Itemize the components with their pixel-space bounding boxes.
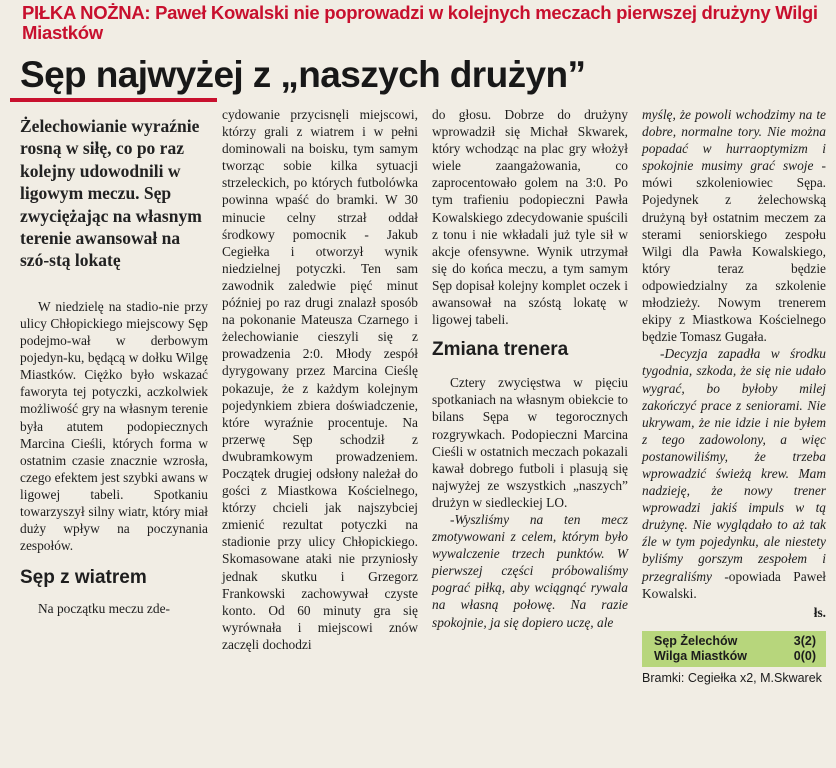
column-3 [432,106,628,631]
score-box [642,631,826,667]
goal-scorers: Bramki: Cegiełka x2, M.Skwarek [642,670,822,685]
quote-text: -Decyzja zapadła w środku tygodnia, szkoda, że się nie udało wygrać, bo byłoby milej zakończyć prace z seniorami. Nie ukrywam, że nie idzie i nie byłem z tego zadowolony, a więc postanowiliśmy, że trzeba wprowadzić świeżą krew. Mam nadzieję, że nowy trener wprowadzi jakiś impuls w tą drużynę. Nie wyglądało to aż tak źle w tym pojedynku, ale niestety byliśmy gorszym zespołem i przegraliśmy [642,346,826,584]
quote-text: myślę, że powoli wchodzimy na te dobre, normalne tory. Nie można popadać w hurraoptymizm i spokojnie musimy grać swoje [642,107,826,174]
article-kicker: PIŁKA NOŻNA: Paweł Kowalski nie poprowadzi w kolejnych meczach pierwszej drużyny Wilgi Miastków [22,2,818,43]
paragraph: W niedzielę na stadio-nie przy ulicy Chłopickiego miejscowy Sęp podejmo-wał w derbowym pojedyn-ku, będącą w dołku Wilgę Miastków. Ciężko było wskazać faworyta tej potyczki, aczkolwiek możliwość gry na własnym terenie była atutem podopiecznych Marcina Cieśli, których forma w ostatnim czasie znacznie wzrosła, czego efektem jest szybki awans w ligowej tabeli. Spotkaniu towarzyszył silny wiatr, który miał duży wpływ na poczynania zespołów. [20,298,208,554]
quote-paragraph [642,345,826,601]
quote-paragraph: -Wyszliśmy na ten mecz zmotywowani z celem, którym było wywalczenie trzech punktów. W pierwszej części próbowaliśmy pograć piłką, aby wciągnąć rywala na własną połowę. Na razie spokojnie, ja się dopiero uczę, ale [432,511,628,630]
score-row-home [654,634,816,649]
article-lead: Żelechowianie wyraźnie rosną w siłę, co po raz kolejny udowodnili w ligowym meczu. Sęp zwyciężając na własnym terenie awansował na szó-stą lokatę [20,116,202,271]
paragraph: Na początku meczu zde- [38,601,170,617]
quote-paragraph [642,106,826,345]
paragraph: do głosu. Dobrze do drużyny wprowadził się Michał Skwarek, który wchodząc na plac gry włożył wiele zaangażowania, co zaprocentowało golem na 3:0. Po tym trafieniu podopieczni Pawła Kowalskiego zdecydowanie spuścili z tonu i nie wkładali już tyle sił w akcje ofensywne. Wynik utrzymał się do końca meczu, a tym samym Sęp dopisał kolejny komplet oczek i awansował na szóstą lokatę w ligowej tabeli. [432,107,628,328]
score-row-away [654,649,816,664]
paragraph: Cztery zwycięstwa w pięciu spotkaniach na własnym obiekcie to bilans Sępa w tegorocznych rozgrywkach. Podopieczni Marcina Cieśli w ostatnich meczach pokazali kawał dobrego futboli i plasują się najwyżej ze wszystkich „naszych” drużyn w siedleckiej LO. [432,375,628,510]
article-headline: Sęp najwyżej z „naszych drużyn” [20,54,586,95]
column-1 [20,103,208,617]
home-team: Sęp Żelechów [654,633,738,648]
away-team: Wilga Miastków [654,648,747,663]
headline-rule [10,98,217,102]
paragraph: cydowanie przycisnęli miejscowi, którzy grali z wiatrem i w pełni dominowali na boisku, tym samym tworząc sobie kilka sytuacji strzeleckich, po których futbolówka powinna wpaść do bramki. W 30 minucie celny strzał oddał środkowy pomocnik - Jakub Cegiełka i otworzył wynik niedzielnej potyczki. Ten sam zawodnik zaledwie pięć minut później po raz drugi znalazł sposób na pokonanie Mateusza Czarnego i żelechowianie cieszyli się z prowadzenia 2:0. Młody zespół dyrygowany przez Marcina Cieślę pokazuje, że z każdym kolejnym pojedynkiem zbiera doświadczenie, które wyraźnie procentuje. Na przerwę Sęp schodził z dwubramkowym prowadzeniem. Początek drugiej odsłony należał do gości z Miastkowa Kościelnego, którzy chcieli jak najszybciej zmienić rezultat potyczki na stadionie przy ulicy Chłopickiego. Skomasowane ataki nie przyniosły jednak skutku i Grzegorz Frankowski zachowywał czyste konto. Od 60 minuty gra się wyrównała i miejscowi znów zaczęli dochodzi [222,107,418,652]
subheading-coach-change: Zmiana trenera [432,339,569,361]
column-4 [642,106,826,686]
subheading-wind: Sęp z wiatrem [20,567,147,589]
quote-attribution: -opowiada Paweł Kowalski. [642,568,826,601]
quote-attribution: -mówi szkoleniowiec Sępa. Pojedynek z żelechowską drużyną był ostatnim meczem za sterami seniorskiego zespołu Wilgi dla Pawła Kowalskiego, który teraz będzie odpowiedzialny za szkolenie młodzieży. Nowym trenerem ekipy z Miastkowa Kościelnego będzie Tomasz Gugała. [642,158,826,345]
column-2 [222,106,418,653]
home-score: 3(2) [793,633,816,648]
author-signature: łs. [813,604,826,620]
away-score: 0(0) [793,648,816,663]
